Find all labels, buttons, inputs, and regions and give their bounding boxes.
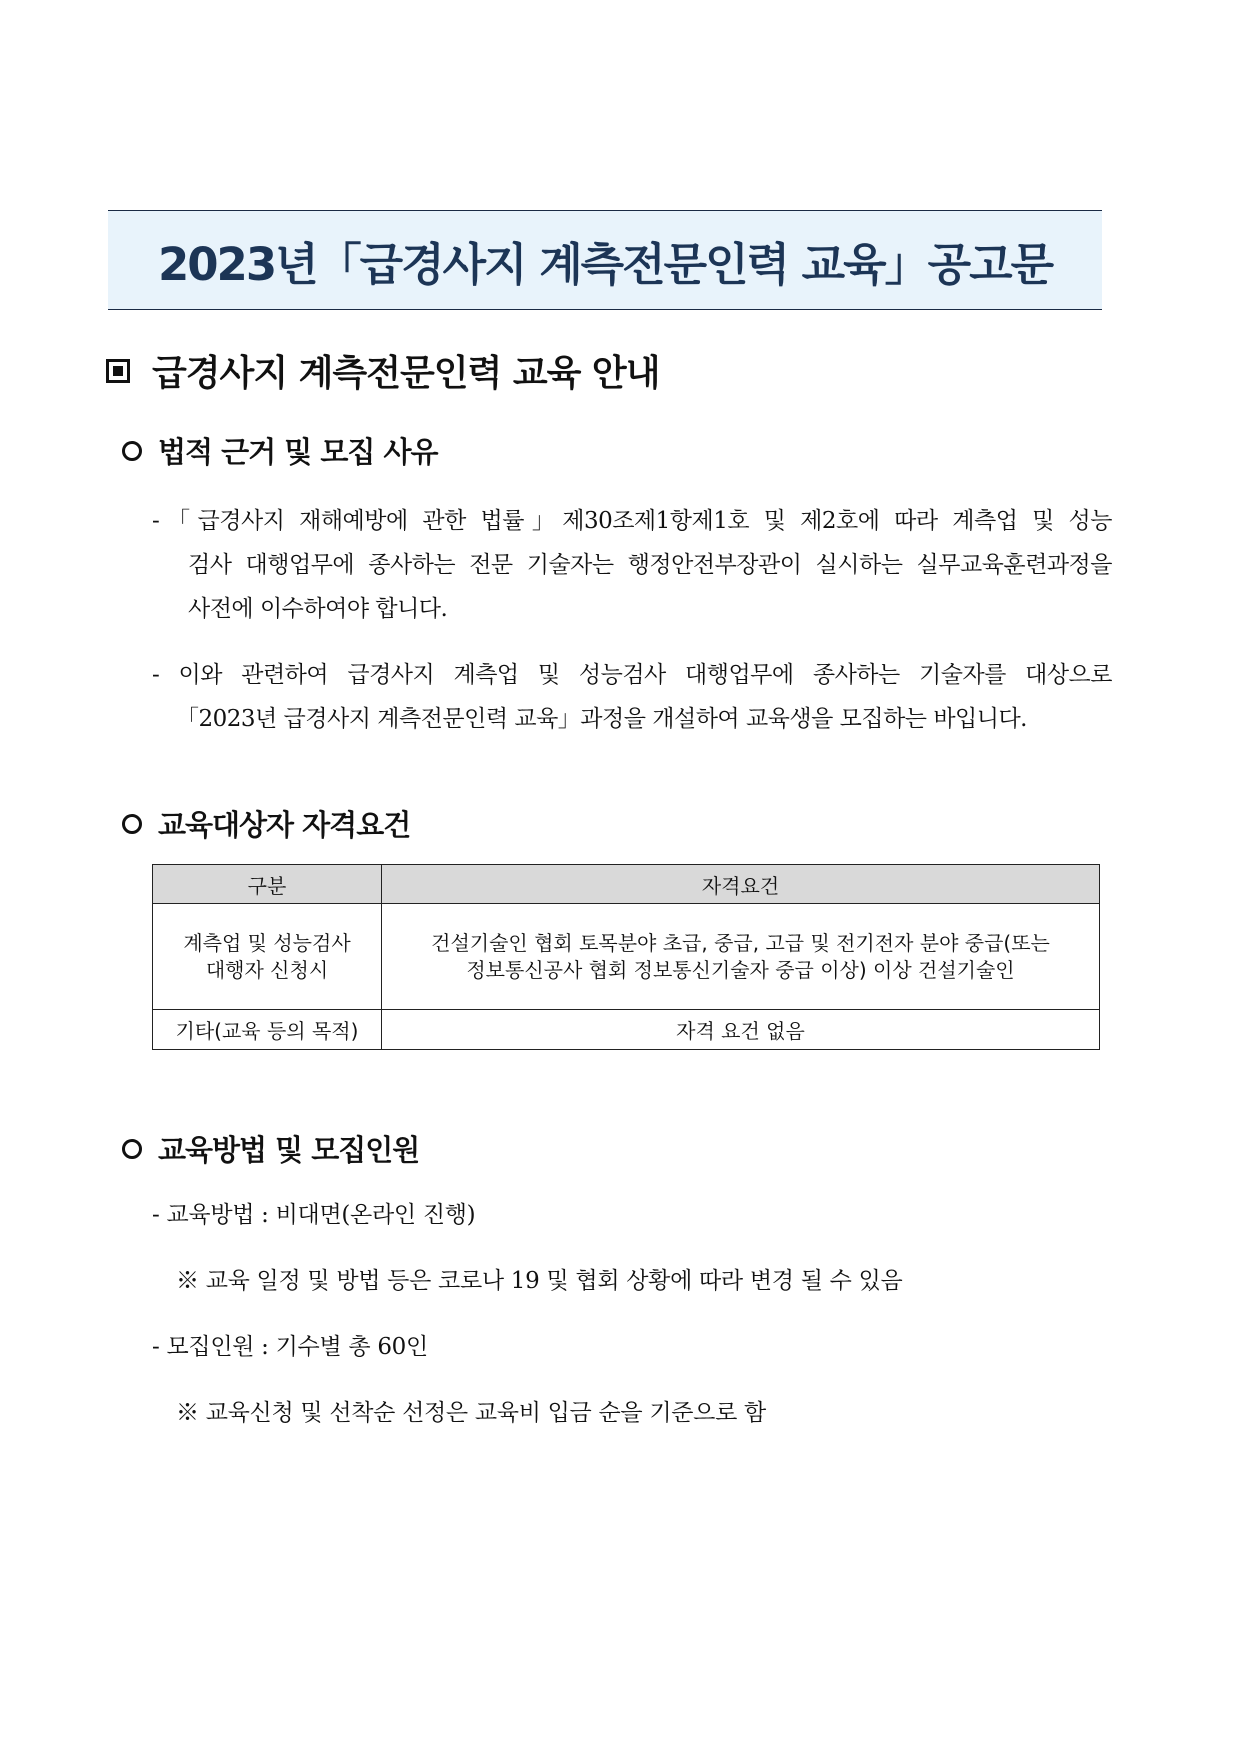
table-header-requirement: 자격요건 [382, 865, 1100, 904]
circle-bullet-icon [122, 814, 142, 834]
section-heading [106, 345, 659, 396]
legal-basis-para1-line3: 사전에 이수하여야 합니다. [188, 596, 448, 622]
table-header-category: 구분 [153, 865, 382, 904]
legal-basis-heading [122, 430, 438, 471]
cell-text: 정보통신공사 협회 정보통신기술자 중급 이상) 이상 건설기술인 [466, 957, 1015, 982]
legal-basis-heading-text: 법적 근거 및 모집 사유 [158, 435, 438, 469]
eligibility-heading [122, 803, 410, 844]
square-bullet-icon [106, 359, 130, 383]
table-row [153, 1010, 1100, 1050]
page-title: 2023년「급경사지 계측전문인력 교육」공고문 [157, 237, 1053, 291]
table-cell-category [153, 904, 382, 1010]
capacity-note: ※ 교육신청 및 선착순 선정은 교육비 입금 순을 기준으로 함 [176, 1400, 766, 1426]
legal-basis-para1-line2: 검사 대행업무에 종사하는 전문 기술자는 행정안전부장관이 실시하는 실무교육훈련과정을 [188, 552, 1112, 578]
method-heading-text: 교육방법 및 모집인원 [158, 1133, 420, 1167]
table-cell-requirement [382, 904, 1100, 1010]
table-row [153, 904, 1100, 1010]
method-note: ※ 교육 일정 및 방법 등은 코로나 19 및 협회 상황에 따라 변경 될 수 있음 [176, 1268, 903, 1294]
legal-basis-para1-line1: -「급경사지 재해예방에 관한 법률」제30조제1항제1호 및 제2호에 따라 계측업 및 성능 [152, 508, 1112, 534]
cell-text: 대행자 신청시 [205, 957, 329, 982]
section-heading-text: 급경사지 계측전문인력 교육 안내 [152, 353, 660, 394]
eligibility-heading-text: 교육대상자 자격요건 [158, 808, 411, 842]
method-line: - 교육방법 : 비대면(온라인 진행) [152, 1202, 476, 1228]
method-heading [122, 1128, 419, 1169]
legal-basis-para2-line1: - 이와 관련하여 급경사지 계측업 및 성능검사 대행업무에 종사하는 기술자를 대상으로 [152, 662, 1112, 688]
cell-text: 계측업 및 성능검사 [183, 930, 351, 955]
capacity-line: - 모집인원 : 기수별 총 60인 [152, 1334, 428, 1360]
table-cell-category: 기타(교육 등의 목적) [153, 1010, 382, 1050]
title-banner [108, 210, 1102, 310]
legal-basis-para2-line2: 「2023년 급경사지 계측전문인력 교육」과정을 개설하여 교육생을 모집하는 바입니다. [176, 706, 1027, 732]
cell-text: 건설기술인 협회 토목분야 초급, 중급, 고급 및 전기전자 분야 중급(또는 [431, 930, 1050, 955]
table-cell-requirement: 자격 요건 없음 [382, 1010, 1100, 1050]
table-header-row [153, 865, 1100, 904]
circle-bullet-icon [122, 441, 142, 461]
eligibility-table [152, 864, 1100, 1050]
circle-bullet-icon [122, 1139, 142, 1159]
